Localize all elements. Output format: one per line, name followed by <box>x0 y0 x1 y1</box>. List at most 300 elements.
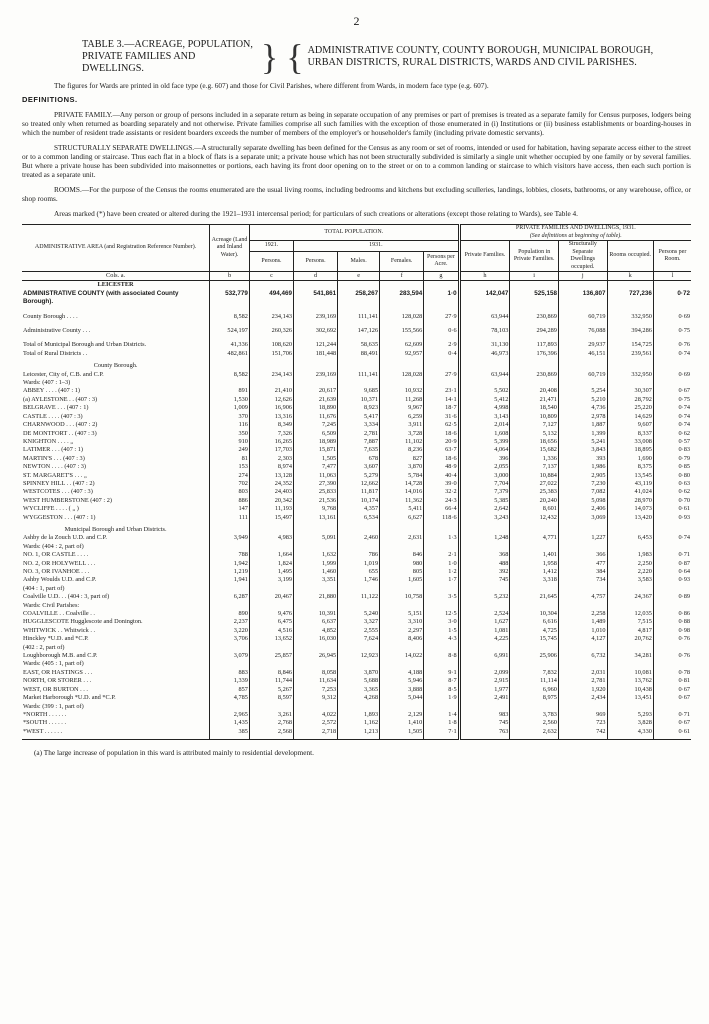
value-cell: 541,861 <box>294 290 338 307</box>
value-cell: 27,022 <box>510 480 559 488</box>
value-cell: 20,240 <box>510 497 559 505</box>
value-cell <box>653 602 691 610</box>
value-cell <box>459 543 510 551</box>
header-dwellings: Structurally Separate Dwellings occupied. <box>558 241 607 272</box>
value-cell: 488 <box>459 560 510 568</box>
value-cell: 678 <box>338 455 380 463</box>
header-acreage: Acreage (Land and Inland Water). <box>210 225 250 272</box>
value-cell: 886 <box>210 497 250 505</box>
value-cell: 2,632 <box>510 728 559 736</box>
value-cell <box>380 703 424 711</box>
value-cell: 0·71 <box>653 711 691 719</box>
definition-private-family: PRIVATE FAMILY.—Any person or group of persons included in a separate return as being in separate occupation of any premises or part of premises is treated as a separate family for Census purposes, lodgers being so treated only when returned as boarding separately and not otherwise. Private families comprise all such families with the exception of those enumerated in (i) Institutions or (ii) business establishments or boarding-houses in which the number of resident trade assistants or resident boarders exceeds the number of members of the employer's or householder's family (including private domestic servants). <box>22 110 691 137</box>
value-cell: 26,945 <box>294 652 338 660</box>
value-cell: 1,605 <box>380 576 424 584</box>
value-cell: 6,475 <box>249 618 293 626</box>
spacer-cell <box>294 736 338 740</box>
value-cell: 4,983 <box>249 534 293 542</box>
value-cell: 18,895 <box>607 446 653 454</box>
value-cell: 9,476 <box>249 610 293 618</box>
value-cell: 23·1 <box>424 387 459 395</box>
value-cell: 3,199 <box>249 576 293 584</box>
value-cell: 32·2 <box>424 488 459 496</box>
value-cell: 1,746 <box>338 576 380 584</box>
value-cell: 128,028 <box>380 313 424 321</box>
value-cell: 3,079 <box>210 652 250 660</box>
value-cell <box>210 522 250 534</box>
value-cell <box>424 358 459 370</box>
header-per-acre: Persons per Acre. <box>424 251 459 271</box>
table-row <box>22 610 691 618</box>
value-cell <box>249 281 293 290</box>
value-cell: 13,652 <box>249 635 293 643</box>
value-cell: 147,126 <box>338 327 380 335</box>
value-cell: 25,220 <box>607 404 653 412</box>
value-cell: 3,706 <box>210 635 250 643</box>
value-cell: 5,254 <box>558 387 607 395</box>
value-cell <box>210 703 250 711</box>
value-cell: 111 <box>210 514 250 522</box>
value-cell: 108,620 <box>249 341 293 349</box>
value-cell: 154,725 <box>607 341 653 349</box>
value-cell: 4,225 <box>459 635 510 643</box>
value-cell: 7,082 <box>558 488 607 496</box>
value-cell: 7,326 <box>249 430 293 438</box>
value-cell: 11,268 <box>380 396 424 404</box>
value-cell: 0·67 <box>653 686 691 694</box>
value-cell: 2,560 <box>510 719 559 727</box>
value-cell <box>210 379 250 387</box>
value-cell: 14·1 <box>424 396 459 404</box>
value-cell: 0·61 <box>653 505 691 513</box>
value-cell: 0·67 <box>653 387 691 395</box>
value-cell <box>424 379 459 387</box>
value-cell: 8·7 <box>424 677 459 685</box>
value-cell: 121,244 <box>294 341 338 349</box>
value-cell: 8,406 <box>380 635 424 643</box>
value-cell: 2,129 <box>380 711 424 719</box>
value-cell: 2·9 <box>424 341 459 349</box>
value-cell: 11,744 <box>249 677 293 685</box>
table-row <box>22 711 691 719</box>
value-cell: 1,505 <box>294 455 338 463</box>
value-cell: 13,316 <box>249 413 293 421</box>
table-row <box>22 488 691 496</box>
value-cell: 788 <box>210 551 250 559</box>
table-row <box>22 618 691 626</box>
value-cell: 1,627 <box>459 618 510 626</box>
value-cell: 1,401 <box>510 551 559 559</box>
area-name: WEST HUMBERSTONE (407 : 2) <box>23 496 112 504</box>
value-cell: 1,530 <box>210 396 250 404</box>
value-cell: 1,505 <box>380 728 424 736</box>
area-name: *SOUTH . . . . . . <box>23 719 67 727</box>
value-cell: 62,609 <box>380 341 424 349</box>
header-males: Males. <box>338 251 380 271</box>
value-cell: 742 <box>558 728 607 736</box>
value-cell: 2,434 <box>558 694 607 702</box>
value-cell <box>294 358 338 370</box>
value-cell: 13,451 <box>607 694 653 702</box>
value-cell: 1·9 <box>424 694 459 702</box>
value-cell: 7,127 <box>510 421 559 429</box>
value-cell <box>510 379 559 387</box>
value-cell: 9·1 <box>424 669 459 677</box>
value-cell: 24,403 <box>249 488 293 496</box>
table-row <box>22 455 691 463</box>
value-cell: 2,491 <box>459 694 510 702</box>
value-cell: 8,236 <box>380 446 424 454</box>
value-cell: 13,545 <box>607 472 653 480</box>
value-cell: 1,412 <box>510 568 559 576</box>
value-cell: 6,616 <box>510 618 559 626</box>
value-cell: 294,289 <box>510 327 559 335</box>
value-cell: 62·5 <box>424 421 459 429</box>
value-cell: 0·70 <box>653 497 691 505</box>
value-cell: 1,977 <box>459 686 510 694</box>
value-cell: 368 <box>459 551 510 559</box>
value-cell: 0·87 <box>653 560 691 568</box>
value-cell: 1,336 <box>510 455 559 463</box>
value-cell: 6,627 <box>380 514 424 522</box>
value-cell: 27·9 <box>424 313 459 321</box>
value-cell <box>294 703 338 711</box>
area-name: BELGRAVE . . . (407 : 1) <box>23 404 89 412</box>
value-cell: 21,645 <box>510 593 559 601</box>
value-cell <box>210 644 250 652</box>
table-row <box>22 677 691 685</box>
value-cell: 0·61 <box>653 728 691 736</box>
table-row <box>22 387 691 395</box>
value-cell <box>459 602 510 610</box>
spacer-cell <box>338 736 380 740</box>
value-cell: 3,261 <box>249 711 293 719</box>
value-cell: 7,253 <box>294 686 338 694</box>
value-cell: 10,932 <box>380 387 424 395</box>
area-name: *WEST . . . . . . <box>23 727 63 735</box>
value-cell: 2,965 <box>210 711 250 719</box>
column-letter: h <box>459 272 510 281</box>
value-cell: 147 <box>210 505 250 513</box>
value-cell: 18,656 <box>510 438 559 446</box>
table-row <box>22 421 691 429</box>
value-cell: 2,572 <box>294 719 338 727</box>
column-letter: k <box>607 272 653 281</box>
value-cell: 4,852 <box>294 627 338 635</box>
table-row <box>22 719 691 727</box>
value-cell: 0·67 <box>653 719 691 727</box>
definition-rooms: ROOMS.—For the purpose of the Census the rooms enumerated are the usual living rooms, including bedrooms and kitchens but excluding sculleries, landings, lobbies, closets, bathrooms, or any warehouse, office, or shop rooms. <box>22 185 691 203</box>
value-cell: 1,986 <box>558 463 607 471</box>
value-cell: 11,063 <box>294 472 338 480</box>
value-cell: 1,958 <box>510 560 559 568</box>
value-cell: 3,583 <box>607 576 653 584</box>
value-cell: 370 <box>210 413 250 421</box>
value-cell: 2,031 <box>558 669 607 677</box>
table-row <box>22 522 691 534</box>
value-cell: 1,435 <box>210 719 250 727</box>
value-cell: 2,406 <box>558 505 607 513</box>
value-cell <box>653 379 691 387</box>
value-cell <box>424 660 459 668</box>
value-cell: 2,250 <box>607 560 653 568</box>
value-cell <box>424 585 459 593</box>
value-cell <box>249 543 293 551</box>
value-cell: 0·74 <box>653 413 691 421</box>
header-per-room: Persons per Room. <box>653 241 691 272</box>
value-cell: 60,719 <box>558 313 607 321</box>
value-cell: 274 <box>210 472 250 480</box>
value-cell: 1,010 <box>558 627 607 635</box>
value-cell: 1,942 <box>210 560 250 568</box>
value-cell <box>653 660 691 668</box>
value-cell <box>338 522 380 534</box>
value-cell: 28,970 <box>607 497 653 505</box>
value-cell: 1·5 <box>424 627 459 635</box>
value-cell <box>607 602 653 610</box>
value-cell: 12,626 <box>249 396 293 404</box>
value-cell <box>653 358 691 370</box>
value-cell: 2,642 <box>459 505 510 513</box>
value-cell: 63,944 <box>459 313 510 321</box>
value-cell: 8,597 <box>249 694 293 702</box>
value-cell: 14,022 <box>380 652 424 660</box>
value-cell: 14,728 <box>380 480 424 488</box>
value-cell: 18·6 <box>424 430 459 438</box>
value-cell: 846 <box>380 551 424 559</box>
value-cell: 0·71 <box>653 551 691 559</box>
value-cell: 6,287 <box>210 593 250 601</box>
value-cell <box>510 703 559 711</box>
value-cell: 4,064 <box>459 446 510 454</box>
value-cell: 6,991 <box>459 652 510 660</box>
value-cell: 702 <box>210 480 250 488</box>
value-cell: 39·0 <box>424 480 459 488</box>
table-row <box>22 438 691 446</box>
table-row <box>22 341 691 349</box>
value-cell <box>459 522 510 534</box>
value-cell: 16,906 <box>249 404 293 412</box>
column-letter: d <box>294 272 338 281</box>
value-cell: 745 <box>459 576 510 584</box>
value-cell: 31,130 <box>459 341 510 349</box>
spacer-cell <box>380 736 424 740</box>
value-cell <box>380 379 424 387</box>
value-cell: 8,923 <box>338 404 380 412</box>
value-cell: 12·5 <box>424 610 459 618</box>
area-name: (404 : 1, part of) <box>23 584 65 592</box>
table-row <box>22 568 691 576</box>
value-cell: 136,807 <box>558 290 607 307</box>
value-cell: 92,957 <box>380 350 424 358</box>
value-cell: 15,497 <box>249 514 293 522</box>
table-row <box>22 404 691 412</box>
value-cell <box>294 522 338 534</box>
value-cell: 723 <box>558 719 607 727</box>
value-cell: 2,014 <box>459 421 510 429</box>
value-cell: 7,137 <box>510 463 559 471</box>
value-cell: 0·89 <box>653 593 691 601</box>
value-cell: 883 <box>210 669 250 677</box>
table-row <box>22 290 691 307</box>
value-cell: 1,248 <box>459 534 510 542</box>
value-cell: 1,941 <box>210 576 250 584</box>
intro-note: The figures for Wards are printed in old face type (e.g. 607) and those for Civil Parishes, where different from Wards, in modern face type (e.g. 607). <box>54 81 489 90</box>
value-cell: 21,639 <box>294 396 338 404</box>
value-cell: 5,210 <box>558 396 607 404</box>
brace-close-icon: } <box>261 37 279 77</box>
value-cell: 0·80 <box>653 472 691 480</box>
value-cell: 1·0 <box>424 290 459 307</box>
value-cell: 142,047 <box>459 290 510 307</box>
value-cell: 5,044 <box>380 694 424 702</box>
value-cell: 2,524 <box>459 610 510 618</box>
value-cell: 0·85 <box>653 463 691 471</box>
header-area: ADMINISTRATIVE AREA (and Registration Reference Number). <box>22 225 210 272</box>
value-cell: 28,792 <box>607 396 653 404</box>
value-cell: 6,259 <box>380 413 424 421</box>
value-cell: 18,989 <box>294 438 338 446</box>
value-cell: 16,030 <box>294 635 338 643</box>
value-cell: 8,375 <box>607 463 653 471</box>
value-cell: 2,220 <box>607 568 653 576</box>
value-cell: 6,453 <box>607 534 653 542</box>
value-cell: 234,143 <box>249 371 293 379</box>
value-cell: 332,950 <box>607 371 653 379</box>
value-cell: 13,762 <box>607 677 653 685</box>
value-cell: 0·74 <box>653 404 691 412</box>
value-cell: 3,949 <box>210 534 250 542</box>
value-cell <box>424 522 459 534</box>
value-cell: 14,629 <box>607 413 653 421</box>
value-cell: 239,169 <box>294 371 338 379</box>
value-cell: 11,634 <box>294 677 338 685</box>
value-cell: 2,905 <box>558 472 607 480</box>
table-row <box>22 350 691 358</box>
value-cell: 9,967 <box>380 404 424 412</box>
area-name: Leicester, City of, C.B. and C.P. <box>23 370 104 378</box>
value-cell: 3,334 <box>338 421 380 429</box>
value-cell <box>424 543 459 551</box>
value-cell: 3,069 <box>558 514 607 522</box>
value-cell: 366 <box>558 551 607 559</box>
area-name: CHARNWOOD . . . (407 : 2) <box>23 421 98 429</box>
value-cell: 0·81 <box>653 677 691 685</box>
area-name: (402 : 2, part of) <box>23 643 65 651</box>
value-cell <box>338 644 380 652</box>
value-cell: 0·74 <box>653 421 691 429</box>
value-cell: 0·72 <box>653 290 691 307</box>
spacer-cell <box>607 736 653 740</box>
value-cell: 12,923 <box>338 652 380 660</box>
table-row <box>22 543 691 551</box>
table-row <box>22 560 691 568</box>
area-name: NO. 1, OR CASTLE . . . . <box>23 551 89 559</box>
value-cell: 5,411 <box>380 505 424 513</box>
value-cell <box>424 602 459 610</box>
value-cell: 0·75 <box>653 327 691 335</box>
value-cell: 9,607 <box>607 421 653 429</box>
value-cell <box>249 585 293 593</box>
value-cell: 3,607 <box>338 463 380 471</box>
value-cell: 786 <box>338 551 380 559</box>
value-cell: 969 <box>558 711 607 719</box>
value-cell: 2,768 <box>249 719 293 727</box>
title-left: TABLE 3.—ACREAGE, POPULATION, PRIVATE FAMILIES AND DWELLINGS. <box>82 39 253 74</box>
value-cell: 0·76 <box>653 341 691 349</box>
value-cell: 15,745 <box>510 635 559 643</box>
value-cell: 4,757 <box>558 593 607 601</box>
value-cell <box>459 379 510 387</box>
value-cell: 0·74 <box>653 534 691 542</box>
value-cell <box>510 281 559 290</box>
spacer-cell <box>653 736 691 740</box>
value-cell: 0·62 <box>653 430 691 438</box>
value-cell: 27·9 <box>424 371 459 379</box>
value-cell: 46,973 <box>459 350 510 358</box>
value-cell <box>607 703 653 711</box>
table-row <box>22 514 691 522</box>
value-cell: 21,471 <box>510 396 559 404</box>
value-cell: 0·79 <box>653 455 691 463</box>
table-row <box>22 281 691 290</box>
value-cell <box>380 644 424 652</box>
value-cell: 11,193 <box>249 505 293 513</box>
value-cell: 0·86 <box>653 610 691 618</box>
header-pop-pf: Population in Private Families. <box>510 241 559 272</box>
value-cell: 18,890 <box>294 404 338 412</box>
table-row <box>22 585 691 593</box>
value-cell: 4,516 <box>249 627 293 635</box>
table-row <box>22 430 691 438</box>
value-cell <box>424 644 459 652</box>
value-cell: 13,420 <box>607 514 653 522</box>
value-cell <box>607 281 653 290</box>
area-name: WYGGESTON . . . (407 : 1) <box>23 513 96 521</box>
value-cell: 393 <box>558 455 607 463</box>
value-cell: 7,624 <box>338 635 380 643</box>
table-row <box>22 635 691 643</box>
value-cell: 128,028 <box>380 371 424 379</box>
value-cell: 3,310 <box>380 618 424 626</box>
table-bottom-rule <box>22 736 691 740</box>
area-name: WHITWICK . . Whitwick . . <box>23 626 96 634</box>
value-cell: 7,477 <box>294 463 338 471</box>
value-cell: 1,213 <box>338 728 380 736</box>
value-cell: 27,390 <box>294 480 338 488</box>
value-cell: 6,732 <box>558 652 607 660</box>
area-name: ADMINISTRATIVE COUNTY (with associated County Borough). <box>23 289 179 306</box>
value-cell: 4·3 <box>424 635 459 643</box>
value-cell: 2,978 <box>558 413 607 421</box>
value-cell <box>249 660 293 668</box>
value-cell <box>653 522 691 534</box>
value-cell: 21,880 <box>294 593 338 601</box>
spacer-cell <box>558 736 607 740</box>
value-cell <box>424 281 459 290</box>
value-cell: 40·4 <box>424 472 459 480</box>
value-cell: 3,318 <box>510 576 559 584</box>
value-cell: 25,833 <box>294 488 338 496</box>
value-cell: 12,662 <box>338 480 380 488</box>
value-cell: 1,999 <box>294 560 338 568</box>
value-cell: 396 <box>459 455 510 463</box>
column-letter: e <box>338 272 380 281</box>
table-row <box>22 472 691 480</box>
value-cell: 2,631 <box>380 534 424 542</box>
value-cell: 12,432 <box>510 514 559 522</box>
value-cell <box>380 522 424 534</box>
